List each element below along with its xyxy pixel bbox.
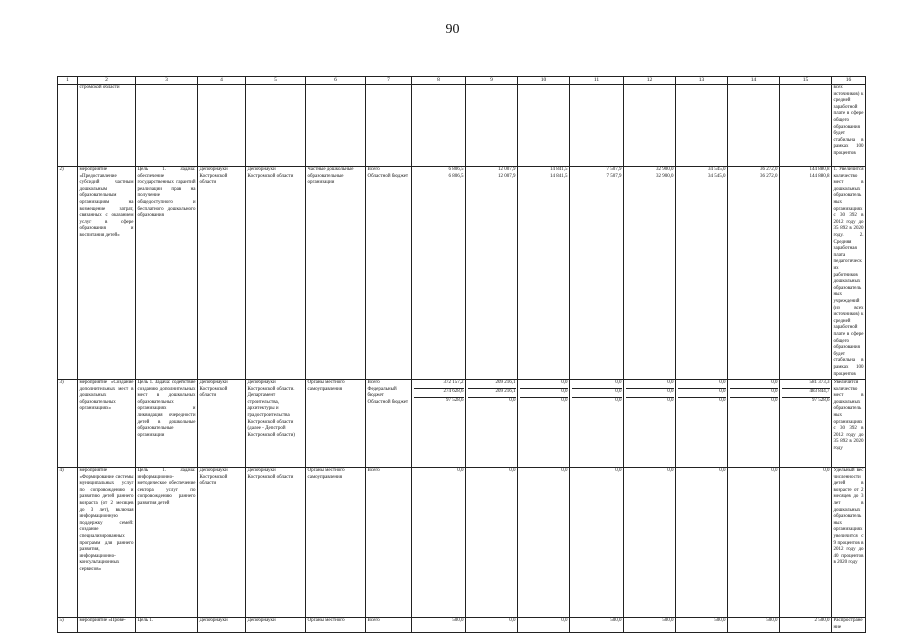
value-cell xyxy=(570,467,624,617)
header-cell: 4 xyxy=(198,77,246,85)
header-cell: 7 xyxy=(366,77,412,85)
value-item: 0,0 xyxy=(509,398,516,404)
goal-cell xyxy=(136,84,198,166)
value-item: 500,0 xyxy=(766,618,778,624)
source-item: Всего xyxy=(367,167,380,173)
value-cell xyxy=(676,617,728,632)
value-item: 12 007,9 xyxy=(498,167,516,173)
measure-cell: мероприятие «Предоставление субсидий частным дошкольным образовательным организациям на возмещение затрат, связанных с оказанием услуг в сфере образования и воспитания детей» xyxy=(78,166,136,379)
header-cell: 16 xyxy=(832,77,866,85)
value-cell xyxy=(728,617,780,632)
value-item: 0,0 xyxy=(719,468,726,474)
value-item: 97 528,6 xyxy=(812,398,830,404)
value-item: 500,0 xyxy=(452,618,464,624)
goal-cell: Цель 1. Задача: информационно-методическое обеспечение сектора услуг по сопровождению раннего развития детей xyxy=(136,467,198,617)
value-item: 7 507,9 xyxy=(606,167,622,173)
participants-cell: Частные дошкольные образовательные организации xyxy=(306,166,366,379)
budget-table xyxy=(57,76,866,633)
value-cell xyxy=(624,467,676,617)
value-cell xyxy=(624,84,676,166)
value-item: 0,0 xyxy=(572,389,622,398)
value-cell xyxy=(518,379,570,467)
measure-cell: мероприятие «Формирование системы муниципальных услуг по сопровождению и развитию детей раннего возраста (от 2 месяцев до 3 лет), включая информационную поддержку семей: создание специализированных программ для раннего развития, информационно-консультационных сервисов» xyxy=(78,467,136,617)
header-cell: 15 xyxy=(780,77,832,85)
value-cell xyxy=(780,84,832,166)
value-cell xyxy=(676,166,728,379)
value-cell xyxy=(412,617,466,632)
table-row xyxy=(58,617,866,632)
coexecutor-cell xyxy=(246,84,306,166)
value-item: 209 216,1 xyxy=(468,380,516,389)
value-cell xyxy=(518,84,570,166)
value-cell xyxy=(466,467,518,617)
value-cell xyxy=(412,84,466,166)
table-row xyxy=(58,467,866,617)
value-cell xyxy=(570,84,624,166)
row-number: 2) xyxy=(58,166,78,379)
value-cell xyxy=(518,617,570,632)
value-item: 144 880,8 xyxy=(809,173,830,179)
row-number: 5) xyxy=(58,617,78,632)
participants-cell: Органы местного самоуправления xyxy=(306,467,366,617)
result-cell: 1. Увеличится количество мест в дошкольных образовательных организациях с 30 392 в 2012 году до 35 892 в 2020 году. 2. Средняя заработная плата педагогических работников дошкольных образовательных учреждений (из всех источников) к средней заработной плате в сфере общего образования будет стабильна в рамках 100 процентов xyxy=(832,166,866,379)
value-item: 0,0 xyxy=(678,389,726,398)
table-row xyxy=(58,379,866,467)
value-item: 0,0 xyxy=(730,389,778,398)
value-cell xyxy=(780,467,832,617)
row-number: 4) xyxy=(58,467,78,617)
value-cell xyxy=(518,166,570,379)
participants-cell: Органы местного xyxy=(306,617,366,632)
header-cell: 9 xyxy=(466,77,518,85)
value-item: 0,0 xyxy=(457,468,464,474)
value-item: 0,0 xyxy=(509,618,516,624)
coexecutor-cell: Депобрнауки Костромской области xyxy=(246,467,306,617)
value-item: 0,0 xyxy=(520,380,568,389)
value-item: 0,0 xyxy=(561,618,568,624)
value-item: 36 272,0 xyxy=(760,173,778,179)
value-item: 500,0 xyxy=(610,618,622,624)
executor-cell xyxy=(198,84,246,166)
goal-cell: Цель 1. Задача: содействие созданию дополнительных мест в дошкольных образовательных организациях и ликвидация очередности детей в дошкольные образовательные организации xyxy=(136,379,198,467)
value-item: 34 545,0 xyxy=(708,167,726,173)
value-item: 6 806,5 xyxy=(448,167,464,173)
value-item: 97 528,6 xyxy=(446,398,464,404)
value-cell xyxy=(570,379,624,467)
value-item: 36 272,0 xyxy=(760,167,778,173)
participants-cell: Органы местного самоуправления xyxy=(306,379,366,467)
source-item: Областной бюджет xyxy=(367,399,409,405)
header-row xyxy=(58,77,866,85)
value-cell xyxy=(412,166,466,379)
table-row xyxy=(58,84,866,166)
measure-cell: мероприятие «Создание дополнительных мест в дошкольных образовательных организациях» xyxy=(78,379,136,467)
executor-cell: Депобрнауки Костромской области xyxy=(198,379,246,467)
value-cell xyxy=(466,379,518,467)
value-item: 500,0 xyxy=(714,618,726,624)
header-cell: 12 xyxy=(624,77,676,85)
value-cell xyxy=(466,84,518,166)
value-item: 581 373,3 xyxy=(782,380,830,389)
header-cell: 6 xyxy=(306,77,366,85)
value-cell xyxy=(780,379,832,467)
value-item: 6 806,5 xyxy=(448,173,464,179)
value-cell xyxy=(676,84,728,166)
value-cell xyxy=(676,379,728,467)
value-cell xyxy=(728,467,780,617)
header-cell: 8 xyxy=(412,77,466,85)
value-item: 2 500,0 xyxy=(814,618,830,624)
executor-cell: Депобрнауки Костромской области xyxy=(198,166,246,379)
row-number: 3) xyxy=(58,379,78,467)
header-cell: 5 xyxy=(246,77,306,85)
value-cell xyxy=(780,166,832,379)
value-item: 0,0 xyxy=(667,398,674,404)
value-item: 0,0 xyxy=(667,468,674,474)
value-cell xyxy=(624,617,676,632)
value-cell xyxy=(570,166,624,379)
source-item: Всего xyxy=(367,618,380,624)
coexecutor-cell: Депобрнауки Костромской области. Департамент строительства, архитектуры и градостроительства Костромской области (далее - Депстрой Костромской области) xyxy=(246,379,306,467)
value-item: 500,0 xyxy=(662,618,674,624)
row-number xyxy=(58,84,78,166)
value-item: 0,0 xyxy=(823,468,830,474)
executor-cell: Депобрнауки Костромской области xyxy=(198,467,246,617)
value-item: 144 880,8 xyxy=(809,167,830,173)
source-item: Областной бюджет xyxy=(367,173,409,179)
source-item: Федеральный бюджет xyxy=(367,386,397,399)
value-item: 209 216,1 xyxy=(468,389,516,398)
value-item: 0,0 xyxy=(561,398,568,404)
value-cell xyxy=(728,166,780,379)
value-item: 32 900,0 xyxy=(656,167,674,173)
value-cell xyxy=(412,467,466,617)
value-cell xyxy=(780,617,832,632)
participants-cell xyxy=(306,84,366,166)
source-cell xyxy=(366,84,412,166)
value-cell xyxy=(676,467,728,617)
value-item: 14 841,5 xyxy=(550,173,568,179)
value-cell xyxy=(624,379,676,467)
result-cell: Распространение xyxy=(832,617,866,632)
value-item: 372 157,2 xyxy=(414,380,464,389)
coexecutor-cell: Депобрнауки xyxy=(246,617,306,632)
value-item: 0,0 xyxy=(730,380,778,389)
header-cell: 10 xyxy=(518,77,570,85)
table-row xyxy=(58,166,866,379)
page-number: 90 xyxy=(445,22,460,37)
value-cell xyxy=(518,467,570,617)
header-cell: 13 xyxy=(676,77,728,85)
value-item: 274 628,6 xyxy=(414,389,464,398)
value-item: 0,0 xyxy=(520,389,568,398)
value-cell xyxy=(624,166,676,379)
header-cell: 2 xyxy=(78,77,136,85)
source-cell xyxy=(366,166,412,379)
header-cell: 14 xyxy=(728,77,780,85)
measure-cell: мероприятие «Прове- xyxy=(78,617,136,632)
value-item: 0,0 xyxy=(561,468,568,474)
coexecutor-cell: Депобрнауки Костромской области xyxy=(246,166,306,379)
value-cell xyxy=(570,617,624,632)
value-cell xyxy=(728,84,780,166)
value-item: 0,0 xyxy=(771,468,778,474)
value-item: 12 007,9 xyxy=(498,173,516,179)
source-cell xyxy=(366,617,412,632)
value-item: 0,0 xyxy=(771,398,778,404)
value-item: 14 841,5 xyxy=(550,167,568,173)
value-item: 0,0 xyxy=(626,380,674,389)
value-cell xyxy=(466,617,518,632)
executor-cell: Депобрнауки xyxy=(198,617,246,632)
source-item: Всего xyxy=(367,468,380,474)
source-cell xyxy=(366,467,412,617)
value-item: 7 507,9 xyxy=(606,173,622,179)
source-cell xyxy=(366,379,412,467)
measure-cell: стромской области xyxy=(78,84,136,166)
value-item: 0,0 xyxy=(572,380,622,389)
header-cell: 3 xyxy=(136,77,198,85)
goal-cell: Цель 1. xyxy=(136,617,198,632)
result-cell: Удельный вес численности детей в возрасте от 2 месяцев до 3 лет в дошкольных образовательных организациях увеличится с 9 процентов в 2012 году до 40 процентов в 2020 году xyxy=(832,467,866,617)
source-item: Всего xyxy=(367,380,380,386)
value-item: 0,0 xyxy=(615,398,622,404)
value-cell xyxy=(412,379,466,467)
value-cell xyxy=(466,166,518,379)
header-cell: 1 xyxy=(58,77,78,85)
value-item: 483 844,7 xyxy=(782,389,830,398)
result-cell: Увеличится количество мест в дошкольных образовательных организациях с 30 392 в 2012 году до 35 892 в 2020 году xyxy=(832,379,866,467)
value-cell xyxy=(728,379,780,467)
result-cell: всех источников) к средней заработной плате в сфере общего образования будет стабильна в рамках 100 процентов xyxy=(832,84,866,166)
value-item: 0,0 xyxy=(719,398,726,404)
goal-cell: Цель 1. Задача: обеспечение государственных гарантий реализации прав на получение общедоступного и бесплатного дошкольного образования xyxy=(136,166,198,379)
value-item: 0,0 xyxy=(509,468,516,474)
value-item: 0,0 xyxy=(615,468,622,474)
value-item: 34 545,0 xyxy=(708,173,726,179)
header-cell: 11 xyxy=(570,77,624,85)
value-item: 0,0 xyxy=(626,389,674,398)
value-item: 32 900,0 xyxy=(656,173,674,179)
value-item: 0,0 xyxy=(678,380,726,389)
